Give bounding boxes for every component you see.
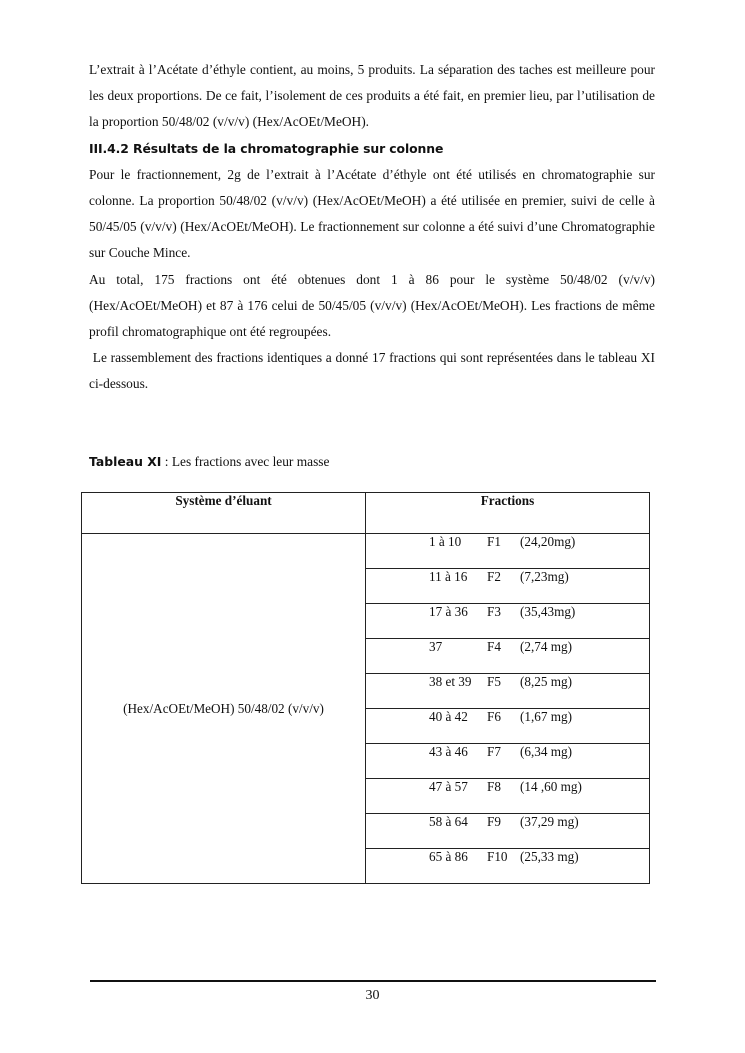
fraction-code: F7 bbox=[487, 744, 501, 759]
fraction-range: 43 à 46 bbox=[429, 744, 468, 759]
fraction-mass: (25,33 mg) bbox=[520, 849, 579, 864]
fraction-range: 58 à 64 bbox=[429, 814, 468, 829]
fraction-range: 37 bbox=[429, 639, 443, 654]
fraction-mass: (24,20mg) bbox=[520, 534, 576, 549]
page-number: 30 bbox=[365, 988, 380, 1003]
fraction-range: 38 et 39 bbox=[429, 674, 472, 689]
fraction-code: F6 bbox=[487, 709, 501, 724]
fraction-code: F4 bbox=[487, 639, 501, 654]
fraction-cell bbox=[366, 709, 650, 744]
table-row bbox=[82, 534, 650, 569]
fraction-cell bbox=[366, 814, 650, 849]
fraction-mass: (35,43mg) bbox=[520, 604, 576, 619]
fraction-cell bbox=[366, 849, 650, 884]
fraction-mass: (14 ,60 mg) bbox=[520, 779, 582, 794]
system-cell: (Hex/AcOEt/MeOH) 50/48/02 (v/v/v) bbox=[82, 534, 366, 884]
fraction-code: F3 bbox=[487, 604, 501, 619]
fraction-cell bbox=[366, 674, 650, 709]
paragraph-fraction-count: Au total, 175 fractions ont été obtenues dont 1 à 86 pour le système 50/48/02 (v/v/v) (Hex/AcOEt/MeOH) et 87 à 176 celui de 50/45/05 (v/v/v) (Hex/AcOEt/MeOH). Les fractions de même profil chromatographique ont été regroupées. bbox=[89, 271, 655, 340]
header-fractions: Fractions bbox=[366, 493, 650, 534]
paragraph-fractionation: Pour le fractionnement, 2g de l’extrait à l’Acétate d’éthyle ont été utilisés en chromatographie sur colonne. La proportion 50/48/02 (v/v/v) (Hex/AcOEt/MeOH) a été utilisée en premier, suivi de celle à 50/45/05 (v/v/v) (Hex/AcOEt/MeOH). Le fractionnement sur colonne a été suivi d’une Chromatographie sur Couche Mince. bbox=[89, 166, 655, 261]
fraction-range: 17 à 36 bbox=[429, 604, 468, 619]
table-caption-text: : Les fractions avec leur masse bbox=[161, 454, 330, 469]
fraction-cell bbox=[366, 534, 650, 569]
header-system: Système d’éluant bbox=[82, 493, 366, 534]
fractions-table bbox=[81, 492, 650, 884]
fraction-cell bbox=[366, 779, 650, 814]
fraction-mass: (1,67 mg) bbox=[520, 709, 573, 724]
body-text bbox=[89, 57, 659, 398]
fraction-range: 65 à 86 bbox=[429, 849, 468, 864]
fraction-mass: (2,74 mg) bbox=[520, 639, 573, 654]
fraction-mass: (37,29 mg) bbox=[520, 814, 579, 829]
fraction-code: F10 bbox=[487, 849, 508, 864]
fraction-range: 47 à 57 bbox=[429, 779, 468, 794]
fraction-range: 40 à 42 bbox=[429, 709, 468, 724]
fraction-cell bbox=[366, 639, 650, 674]
fraction-mass: (6,34 mg) bbox=[520, 744, 573, 759]
fraction-cell bbox=[366, 569, 650, 604]
footer-divider bbox=[90, 980, 656, 982]
section-heading: III.4.2 Résultats de la chromatographie sur colonne bbox=[89, 140, 444, 156]
fraction-cell bbox=[366, 604, 650, 639]
fraction-code: F8 bbox=[487, 779, 501, 794]
table-header-row bbox=[82, 493, 650, 534]
table-body bbox=[82, 534, 650, 884]
fraction-code: F5 bbox=[487, 674, 501, 689]
table-caption bbox=[89, 452, 329, 472]
fraction-mass: (8,25 mg) bbox=[520, 674, 573, 689]
table-caption-label: Tableau XI bbox=[89, 454, 162, 469]
paragraph-grouping: Le rassemblement des fractions identiques a donné 17 fractions qui sont représentées dans le tableau XI ci-dessous. bbox=[89, 350, 659, 392]
fraction-range: 11 à 16 bbox=[429, 569, 468, 584]
fraction-code: F2 bbox=[487, 569, 501, 584]
fraction-mass: (7,23mg) bbox=[520, 569, 569, 584]
paragraph-intro: L’extrait à l’Acétate d’éthyle contient, au moins, 5 produits. La séparation des taches est meilleure pour les deux proportions. De ce fait, l’isolement de ces produits a été fait, en premier lieu, par l’utilisation de la proportion 50/48/02 (v/v/v) (Hex/AcOEt/MeOH). bbox=[89, 62, 655, 130]
fraction-code: F1 bbox=[487, 534, 501, 549]
fraction-cell bbox=[366, 744, 650, 779]
fraction-range: 1 à 10 bbox=[429, 534, 462, 549]
fraction-code: F9 bbox=[487, 814, 501, 829]
